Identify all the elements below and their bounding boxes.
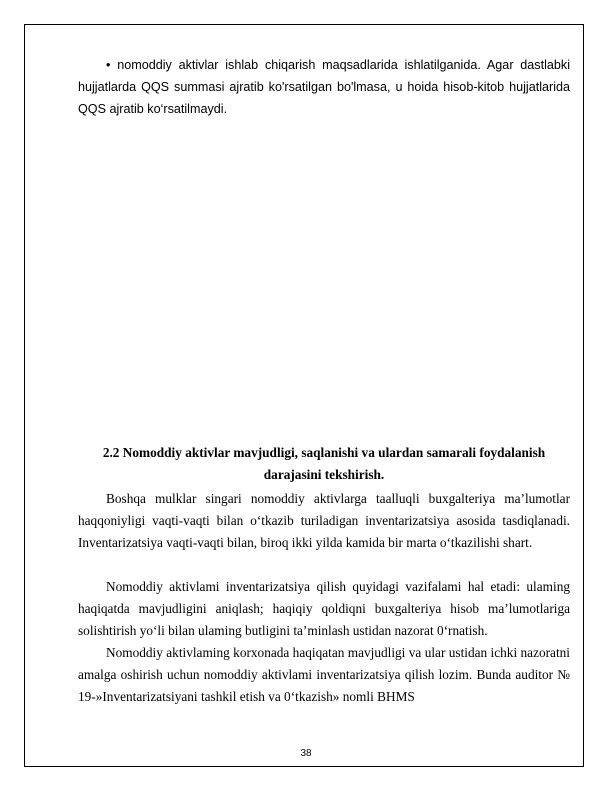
page-number: 38	[300, 748, 312, 759]
body-paragraph-3: Nomoddiy aktivlaming korxonada haqiqatan mavjudligi va ular ustidan ichki nazoratni amalga oshirish uchun nomoddiy aktivlami inventarizatsiya qilish lozim. Bunda auditor № 19-»Inventarizatsiyani tashkil etish va 0‘tkazish» nomli BHMS	[78, 645, 570, 704]
body-paragraph-2: Nomoddiy aktivlami inventarizatsiya qilish quyidagi vazifalami hal etadi: ulaming haqiqatda mavjudligini aniqlash; haqiqiy qoldiqni buxgalteriya hisob ma’lumotlariga solishtirish yo‘li bilan ulaming butligini ta’minlash ustidan nazorat 0‘rnatish.	[78, 579, 570, 638]
body-paragraph-1: Boshqa mulklar singari nomoddiy aktivlarga taalluqli buxgalteriya ma’lumotlar haqqoniyligi vaqti-vaqti bilan o‘tkazib turiladigan inventarizatsiya asosida tasdiqlanadi. Inventarizatsiya vaqti-vaqti bilan, biroq ikki yilda kamida bir marta o‘tkazilishi shart.	[78, 491, 570, 550]
section-heading: 2.2 Nomoddiy aktivlar mavjudligi, saqlanishi va ulardan samarali foydalanish darajasini tekshirish.	[102, 445, 546, 482]
top-paragraph: • nomoddiy aktivlar ishlab chiqarish maqsadlarida ishlatilganida. Agar dastlabki hujjatlarda QQS summasi ajratib ko'rsatilgan bo'lmasa, u hoida hisob-kitob hujjatlarida QQS ajratib ko‘rsatilmaydi.	[78, 58, 570, 116]
